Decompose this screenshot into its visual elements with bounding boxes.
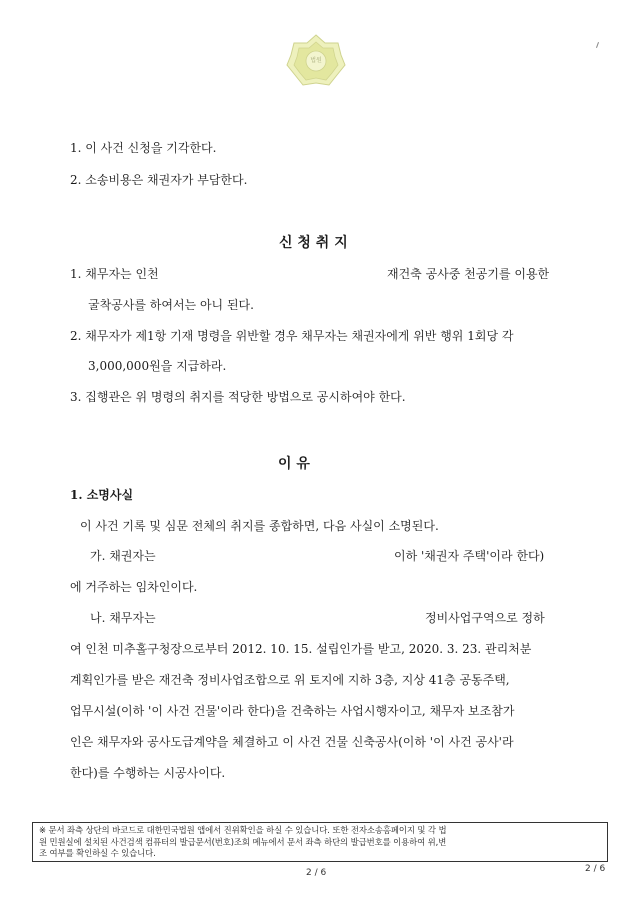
notice-line-1: ※ 문서 좌측 상단의 바코드로 대한민국법원 앱에서 진위확인을 하실 수 있습니다. 또한 전자소송홈페이지 및 각 법 bbox=[39, 825, 447, 835]
claim-item-1-end: 재건축 공사중 천공기를 이용한 bbox=[387, 267, 550, 281]
reason-heading: 이 유 bbox=[278, 456, 310, 472]
claim-item-1-cont: 굴착공사를 하여서는 아니 된다. bbox=[88, 298, 254, 312]
claim-item-3: 3. 집행관은 위 명령의 취지를 적당한 방법으로 공시하여야 한다. bbox=[70, 390, 406, 404]
reason-intro: 이 사건 기록 및 심문 전체의 취지를 종합하면, 다음 사실이 소명된다. bbox=[80, 519, 439, 533]
claim-item-2: 2. 채무자가 제1항 기재 명령을 위반할 경우 채무자는 채권자에게 위반 행위 1회당 각 bbox=[70, 329, 514, 343]
order-item-1: 1. 이 사건 신청을 기각한다. bbox=[70, 141, 217, 155]
page-number: 2 / 6 bbox=[306, 868, 327, 878]
fact-na-start: 나. 채무자는 bbox=[90, 611, 156, 625]
fact-na-end: 정비사업구역으로 정하 bbox=[425, 611, 545, 625]
notice-line-3: 조 여부를 확인하실 수 있습니다. bbox=[39, 848, 156, 858]
fact-na-line-4: 업무시설(이하 '이 사건 건물'이라 한다)을 건축하는 사업시행자이고, 채무자 보조참가 bbox=[70, 704, 515, 718]
claim-item-2-cont: 3,000,000원을 지급하라. bbox=[88, 359, 227, 373]
fact-na-line-6: 한다)를 수행하는 시공사이다. bbox=[70, 766, 226, 780]
claim-item-1-start: 1. 채무자는 인천 bbox=[70, 267, 159, 281]
fact-na-line-2: 여 인천 미추홀구청장으로부터 2012. 10. 15. 설립인가를 받고, 2020. 3. 23. 관리처분 bbox=[70, 642, 532, 656]
scan-mark bbox=[596, 42, 599, 48]
notice-line-2: 원 민원실에 설치된 사건검색 컴퓨터의 발급문서(번호)조회 메뉴에서 문서 좌측 하단의 발급번호를 이용하여 위,변 bbox=[39, 836, 447, 847]
claim-heading: 신 청 취 지 bbox=[279, 235, 348, 251]
section-heading: 1. 소명사실 bbox=[70, 488, 134, 502]
page-number-right: 2 / 6 bbox=[585, 864, 606, 874]
fact-ga-cont: 에 거주하는 임차인이다. bbox=[70, 580, 198, 594]
order-item-2: 2. 소송비용은 채권자가 부담한다. bbox=[70, 173, 248, 187]
fact-ga-end: 이하 '채권자 주택'이라 한다) bbox=[394, 549, 545, 563]
emblem-label: 법원 bbox=[310, 57, 322, 64]
fact-na-line-3: 계획인가를 받은 재건축 정비사업조합으로 위 토지에 지하 3층, 지상 41층 공동주택, bbox=[70, 673, 510, 687]
fact-na-line-5: 인은 채무자와 공사도급계약을 체결하고 이 사건 건물 신축공사(이하 '이 사건 공사'라 bbox=[70, 735, 514, 749]
fact-ga-start: 가. 채권자는 bbox=[90, 549, 156, 563]
court-emblem bbox=[285, 33, 347, 89]
verification-notice bbox=[32, 822, 608, 862]
